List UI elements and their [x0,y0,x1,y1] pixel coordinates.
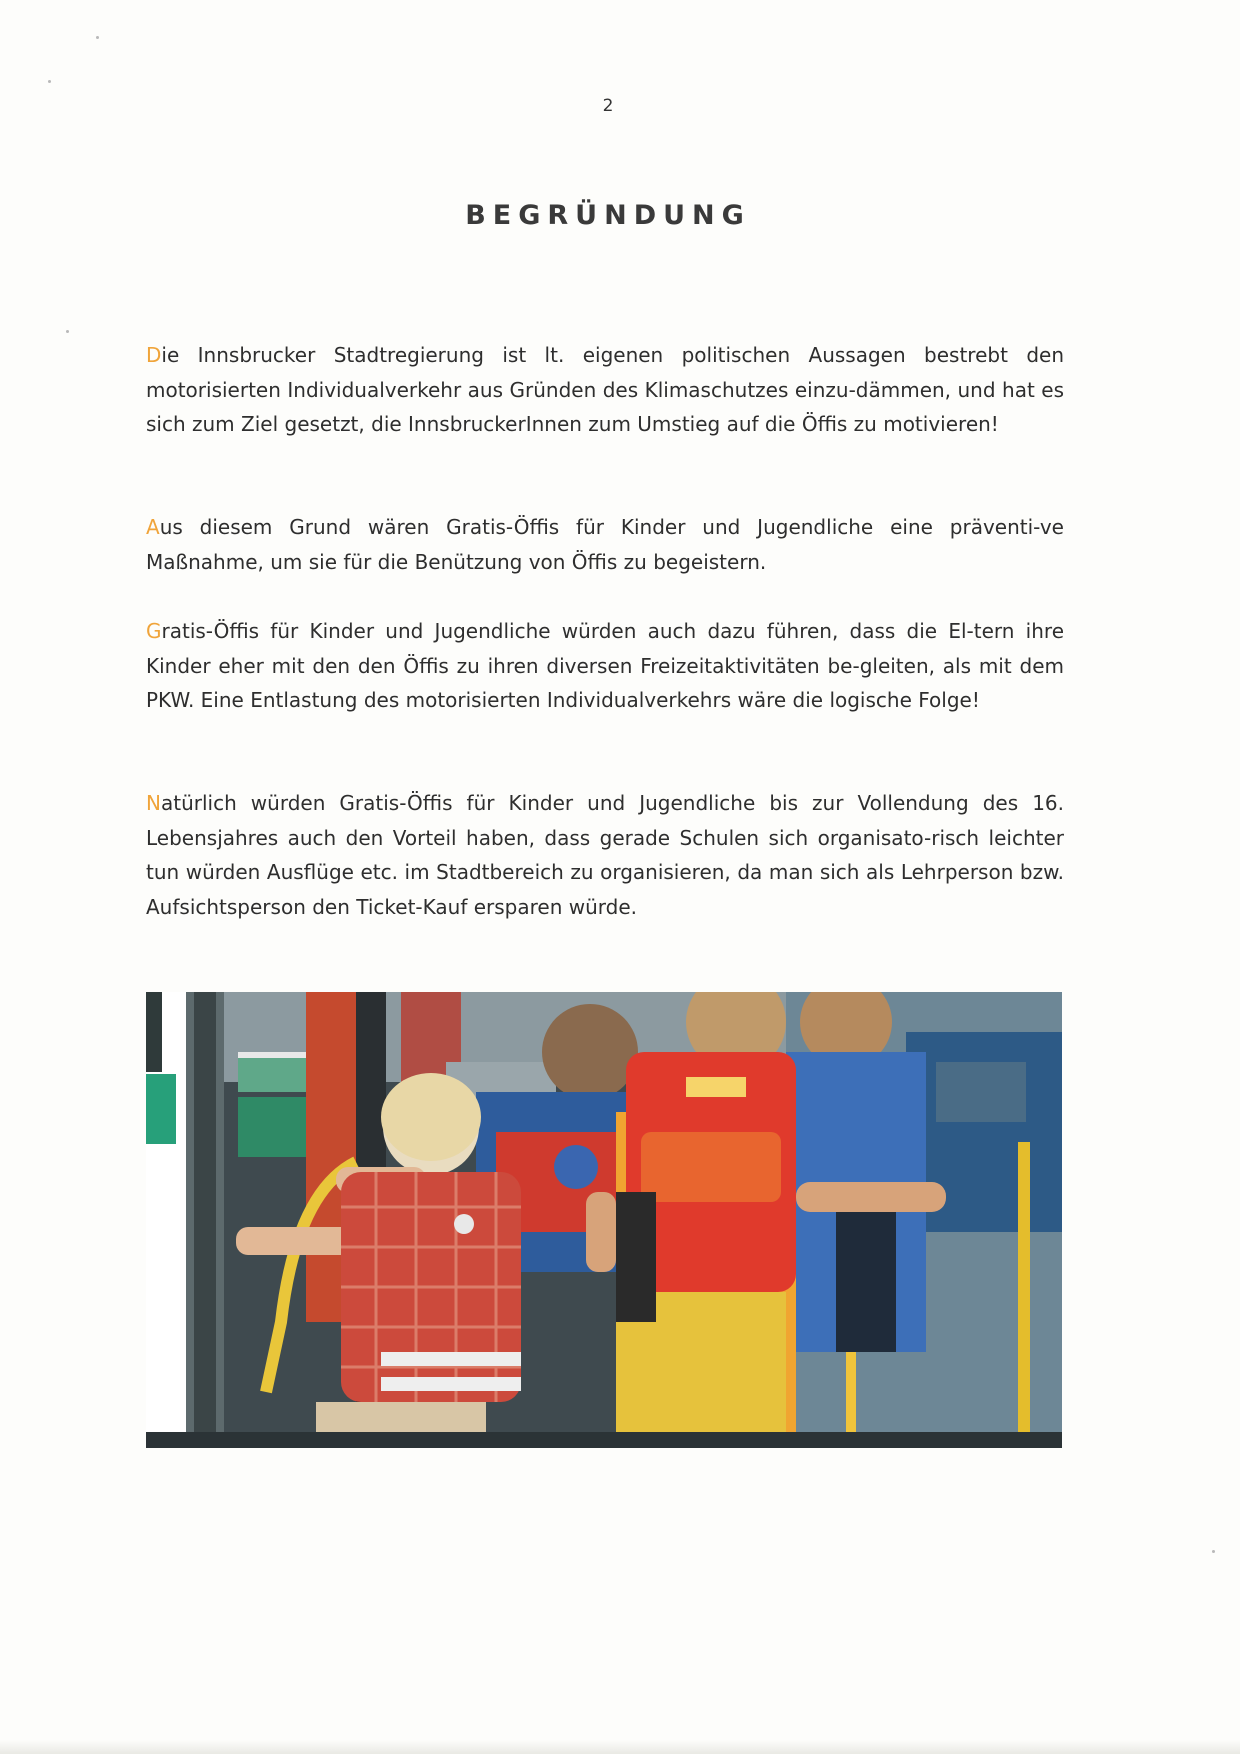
paragraph-initial: A [146,515,160,539]
paragraph-3 [146,614,1064,718]
scan-speck [48,80,51,83]
paragraph-text: us diesem Grund wären Gratis-Öffis für Kinder und Jugendliche eine präventi-ve Maßnahme, um sie für die Benützung von Öffis zu begeistern. [146,515,1064,574]
scan-speck [1212,1550,1215,1553]
paragraph-initial: N [146,791,161,815]
paragraph-initial: D [146,343,162,367]
scan-speck [66,330,69,333]
children-boarding-bus-photo [146,992,1062,1448]
paragraph-2 [146,510,1064,579]
paragraph-initial: G [146,619,162,643]
scan-edge [0,1740,1240,1754]
paragraph-text: atürlich würden Gratis-Öffis für Kinder und Jugendliche bis zur Vollendung des 16. Lebensjahres auch den Vorteil haben, dass gerade Schulen sich organisato-risch leichter tun würden Ausflüge etc. im Stadtbereich zu organisieren, da man sich als Lehrperson bzw. Aufsichtsperson den Ticket-Kauf ersparen würde. [146,791,1064,919]
page-number: 2 [602,96,614,116]
paragraph-text: ie Innsbrucker Stadtregierung ist lt. eigenen politischen Aussagen bestrebt den motorisierten Individualverkehr aus Gründen des Klimaschutzes einzu-dämmen, und hat es sich zum Ziel gesetzt, die InnsbruckerInnen zum Umstieg auf die Öffis zu motivieren! [146,343,1064,436]
paragraph-text: ratis-Öffis für Kinder und Jugendliche würden auch dazu führen, dass die El-tern ihre Kinder eher mit den den Öffis zu ihren diversen Freizeitaktivitäten be-gleiten, als mit dem PKW. Eine Entlastung des motorisierten Individualverkehrs wäre die logische Folge! [146,619,1064,712]
paragraph-4 [146,786,1064,924]
scan-speck [96,36,99,39]
page-title: BEGRÜNDUNG [465,200,751,231]
photo-illustration [146,992,1062,1448]
paragraph-1 [146,338,1064,442]
